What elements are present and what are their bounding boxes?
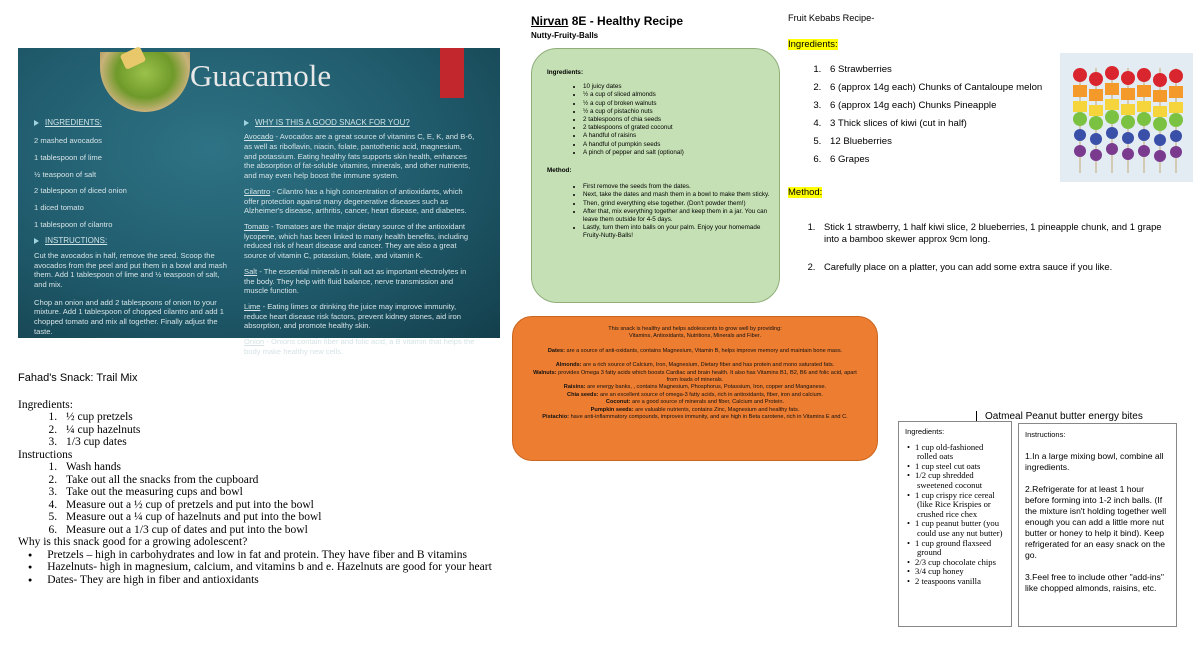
guacamole-left-column <box>34 118 230 343</box>
guacamole-slide <box>18 48 500 356</box>
list-item: 5. Measure out a ¼ cup of hazelnuts and put into the bowl <box>60 511 498 524</box>
list-item: • 1 cup old-fashioned rolled oats <box>917 443 1005 462</box>
list-item: • 2 tablespoons of grated coconut <box>583 124 772 132</box>
list-item: • A handful of pumpkin seeds <box>583 141 772 149</box>
guac-ingredients-heading: INGREDIENTS: <box>45 118 102 127</box>
trail-instructions-list <box>18 461 498 536</box>
list-item: • 1 cup crispy rice cereal (like Rice Krispies or crushed rice chex <box>917 491 1005 520</box>
list-item: 1. Stick 1 strawberry, 1 half kiwi slice, 2 blueberries, 1 pineapple chunk, and 1 grape into a bamboo skewer approx 9cm long. <box>818 221 1178 245</box>
list-item: ● Dates- They are high in fiber and antioxidants <box>50 574 498 587</box>
nirvan-ingredients-label: Ingredients: <box>547 69 584 76</box>
oatmeal-ingredients-box <box>898 421 1012 627</box>
oatmeal-instructions-label: Instructions: <box>1025 430 1066 439</box>
list-item: • ½ a cup of pistachio nuts <box>583 108 772 116</box>
nirvan-name: Nirvan <box>531 14 569 28</box>
nirvan-title: Nirvan 8E - Healthy Recipe <box>531 14 684 28</box>
nirvan-recipe-card <box>531 48 780 303</box>
nirvan-benefits-card <box>512 316 878 461</box>
oatmeal-ingredients-label: Ingredients: <box>905 427 945 436</box>
guac-instructions-heading: INSTRUCTIONS: <box>45 235 108 245</box>
oatmeal-instruction: 3.Feel free to include other "add-ins" like chopped almonds, raisins, etc. <box>1025 572 1164 593</box>
guac-why-item: Onion - Onions contain fiber and folic acid, a B vitamin that helps the body make healthy new cells. <box>244 337 475 356</box>
list-item: 4. Measure out a ½ cup of pretzels and put into the bowl <box>60 499 498 512</box>
guac-why-item: Avocado - Avocados are a great source of vitamins C, E, K, and B-6, as well as riboflavin, niacin, folate, pantothenic acid, magnesium, and potassium. Eating healthy fats supports skin health, enhances the absorption of fat-soluble vitamins, minerals, and other nutrients, and may even help boost the immune system. <box>244 132 475 181</box>
list-item: 5. 12 Blueberries <box>824 133 1188 151</box>
list-item: • 10 juicy dates <box>583 83 772 91</box>
benefit-item: Pistachio: have anti-inflammatory compounds, improves immunity, and are high in Beta carotene, rich in Vitamins E and C. <box>542 414 848 421</box>
oatmeal-instruction: 1.In a large mixing bowl, combine all ingredients. <box>1025 451 1164 472</box>
list-item: 1. 6 Strawberries <box>824 61 1188 79</box>
fruit-kebab-illustration <box>1060 53 1193 182</box>
bullet-triangle-icon <box>244 120 249 126</box>
red-accent-block <box>440 48 464 98</box>
list-item: • 1 cup steel cut oats <box>917 462 1005 472</box>
guac-instruction: Cut the avocados in half, remove the seed. Scoop the avocados from the peel and put them in a bowl and mash them. Add 1 tablespoon of lime and ½ teaspoon of salt, and mix. <box>34 250 227 289</box>
list-item: 2. Take out all the snacks from the cupboard <box>60 474 498 487</box>
guac-ingredient: 1 diced tomato <box>34 203 84 213</box>
list-item: • 2/3 cup chocolate chips <box>917 558 1005 568</box>
trail-ingredients-label: Ingredients: <box>18 398 73 411</box>
benefits-intro: This snack is healthy and helps adolescents to grow well by providing: <box>608 326 782 332</box>
nirvan-subtitle: Nutty-Fruity-Balls <box>531 31 599 40</box>
guacamole-title: Guacamole <box>190 58 332 93</box>
guac-ingredient: ½ teaspoon of salt <box>34 169 97 179</box>
nirvan-method-list <box>547 183 772 240</box>
list-item: • After that, mix everything together and keep them in a jar. You can leave them outside for 4-5 days. <box>583 208 772 224</box>
guac-ingredient: 2 tablespoon of diced onion <box>34 186 127 196</box>
list-item: • Next, take the dates and mash them in a bowl to make them sticky. <box>583 191 772 199</box>
list-item: • 1 cup peanut butter (you could use any nut butter) <box>917 519 1005 538</box>
list-item: 1. ½ cup pretzels <box>60 411 498 424</box>
list-item: 2. ¼ cup hazelnuts <box>60 424 498 437</box>
bullet-triangle-icon <box>34 120 39 126</box>
benefit-item: Raisins: are energy banks, , contains Magnesium, Phosphorus, Potassium, Iron, copper and Manganese. <box>563 384 827 391</box>
benefit-item: Almonds: are a rich source of Calcium, Iron, Magnesium, Dietary fiber and has protein and mono saturated fats. <box>555 362 835 369</box>
bullet-triangle-icon <box>34 238 39 244</box>
list-item: 2. Carefully place on a platter, you can add some extra sauce if you like. <box>818 261 1178 273</box>
guac-ingredient: 1 tablespoon of cilantro <box>34 219 113 229</box>
benefit-item: Chia seeds: are an excellent source of omega-3 fatty acids, rich in antioxidants, fiber, iron and calcium. <box>567 391 823 398</box>
guacamole-bowl-image <box>100 52 190 112</box>
guac-ingredient: 1 tablespoon of lime <box>34 152 102 162</box>
guac-why-item: Cilantro - Cilantro has a high concentration of antioxidants, which offer protection against many degenerative diseases such as Alzheimer's disease, arthritis, cancer, heart disease, and diabetes. <box>244 186 467 216</box>
list-item: • 2 teaspoons vanilla <box>917 577 1005 587</box>
guac-instruction: Chop an onion and add 2 tablespoons of onion to your mixture. Add 1 tablespoon of chopped cilantro and add 1 chopped tomato and mix all together. Finally adjust the taste. <box>34 297 224 336</box>
kebab-method-list <box>788 221 1178 273</box>
list-item: • First remove the seeds from the dates. <box>583 183 772 191</box>
list-item: • A pinch of pepper and salt (optional) <box>583 149 772 157</box>
list-item: • 1 cup ground flaxseed ground <box>917 539 1005 558</box>
nirvan-ingredients-list <box>547 83 772 157</box>
benefit-item: Coconut: are a good source of minerals and fiber, Calcium and Protein. <box>605 399 785 406</box>
list-item: 3. Take out the measuring cups and bowl <box>60 486 498 499</box>
fruit-kebab-photo <box>1060 53 1193 182</box>
kebab-title: Fruit Kebabs Recipe- <box>788 13 875 23</box>
list-item: • Lastly, turn them into balls on your palm. Enjoy your homemade Fruity-Nutty-Balls! <box>583 224 772 240</box>
trail-instructions-label: Instructions <box>18 448 73 461</box>
trail-why-label: Why is this snack good for a growing adolescent? <box>18 536 248 548</box>
list-item: • ½ a cup of sliced almonds <box>583 91 772 99</box>
list-item: • 2 tablespoons of chia seeds <box>583 116 772 124</box>
guac-why-item: Lime - Eating limes or drinking the juice may improve immunity, reduce heart disease risk factors, prevent kidney stones, aid iron absorption, and promote healthy skin. <box>244 302 461 331</box>
trail-mix-title: Fahad's Snack: Trail Mix <box>18 372 138 384</box>
list-item: • 3/4 cup honey <box>917 567 1005 577</box>
oatmeal-instruction: 2.Refrigerate for at least 1 hour before forming into 1-2 inch balls. (If the mixture isn't holding together well enough you can add a little more nut butter or honey to help it bind). Keep refrigerated for an easy snack on the go. <box>1025 484 1167 560</box>
guac-why-item: Salt - The essential minerals in salt act as important electrolytes in the body. They help with fluid balance, nerve transmission and muscle function. <box>244 266 467 296</box>
kebab-ingredients-label: Ingredients: <box>788 39 838 50</box>
oatmeal-ingredients-list <box>905 443 1005 587</box>
list-item: ● Hazelnuts- high in magnesium, calcium, and vitamins b and e. Hazelnuts are good for your heart <box>50 561 498 574</box>
list-item: • A handful of raisins <box>583 132 772 140</box>
list-item: ● Pretzels – high in carbohydrates and low in fat and protein. They have fiber and B vitamins <box>50 549 498 562</box>
guac-why-item: Tomato - Tomatoes are the major dietary source of the antioxidant lycopene, which has been linked to many health benefits, including reduced risk of heart disease and cancer. They are also a great source of vitamin C, potassium, folate, and vitamin K. <box>244 221 469 261</box>
list-item: 4. 3 Thick slices of kiwi (cut in half) <box>824 115 1188 133</box>
list-item: 1. Wash hands <box>60 461 498 474</box>
list-item: 3. 6 (approx 14g each) Chunks Pineapple <box>824 97 1188 115</box>
list-item: • 1/2 cup shredded sweetened coconut <box>917 471 1005 490</box>
list-item: 3. 1/3 cup dates <box>60 436 498 449</box>
trail-why-list <box>18 549 498 587</box>
benefit-item: Pumpkin seeds: are valuable nutrients, contains Zinc, Magnesium and healthy fats. <box>590 406 800 413</box>
nirvan-method-label: Method: <box>547 167 572 175</box>
benefit-item: Walnuts: provides Omega 3 fatty acids which boosts Cardiac and brain health. It also has Vitamins B1, B2, B6 and folic acid, apart from loads of minerals. <box>533 369 857 384</box>
guac-ingredient: 2 mashed avocados <box>34 136 102 146</box>
list-item: • Then, grind everything else together. (Don't powder them!) <box>583 200 772 208</box>
oatmeal-instructions-box <box>1018 423 1177 627</box>
list-item: 2. 6 (approx 14g each) Chunks of Cantaloupe melon <box>824 79 1188 97</box>
benefit-item: Dates: are a source of anti-oxidants, contains Magnesium, Vitamin B, helps improve memory and maintain bone mass. <box>547 347 843 354</box>
list-item: • ½ a cup of broken walnuts <box>583 100 772 108</box>
guac-why-heading: WHY IS THIS A GOOD SNACK FOR YOU? <box>255 118 410 127</box>
benefits-list: Vitamins, Antioxidants, Nutritions, Minerals and Fiber. <box>628 333 762 340</box>
trail-mix-section <box>18 372 498 586</box>
trail-ingredients-list <box>18 411 498 449</box>
list-item: 6. 6 Grapes <box>824 151 1188 169</box>
guacamole-right-column <box>244 118 476 363</box>
list-item: 6. Measure out a 1/3 cup of dates and put into the bowl <box>60 524 498 537</box>
kebab-method-label: Method: <box>788 187 823 198</box>
oatmeal-title: Oatmeal Peanut butter energy bites <box>976 411 1143 422</box>
